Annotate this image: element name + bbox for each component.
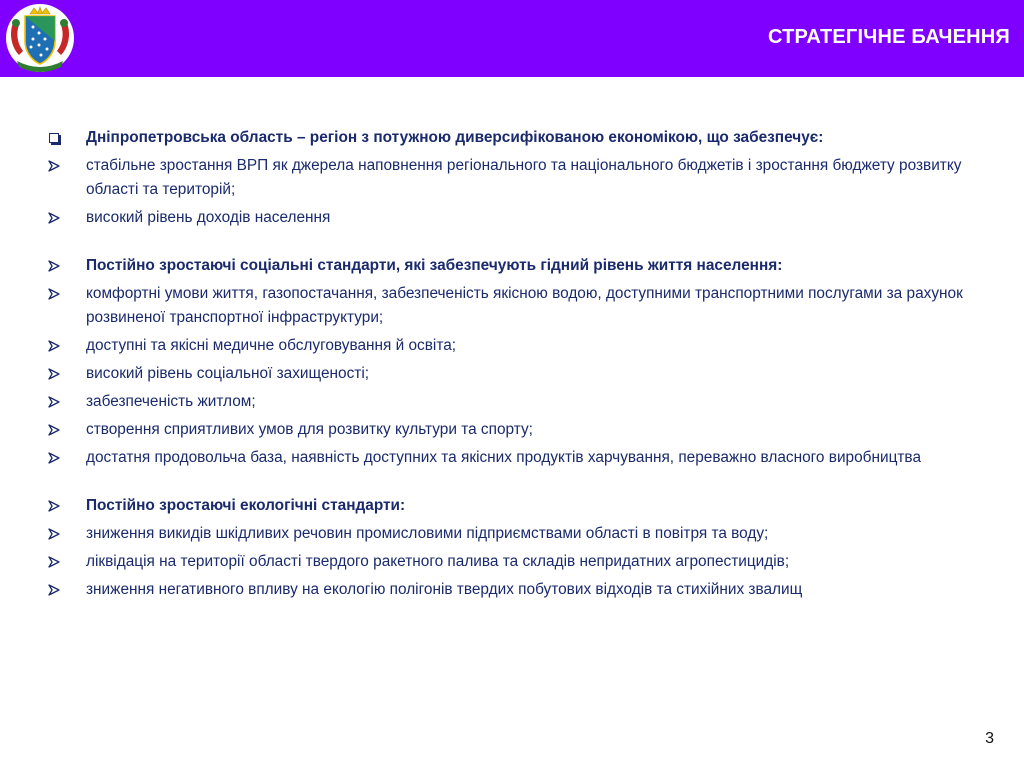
list-item bbox=[48, 418, 998, 442]
list-item-text: доступні та якісні медичне обслуговування й освіта; bbox=[86, 337, 457, 354]
list-item-text: стабільне зростання ВРП як джерела наповнення регіонального та національного бюджетів і зростання бюджету розвитку області та територій; bbox=[86, 157, 962, 198]
square-bullet-icon bbox=[48, 126, 70, 150]
arrow-bullet-icon bbox=[48, 494, 70, 518]
list-item bbox=[48, 254, 998, 278]
list-item bbox=[48, 494, 998, 518]
list-item-text: комфортні умови життя, газопостачання, забезпеченість якісною водою, доступними транспортними послугами за рахунок розвиненої транспортної інфраструктури; bbox=[86, 285, 963, 326]
list-item bbox=[48, 578, 998, 602]
list-item bbox=[48, 334, 998, 358]
arrow-bullet-icon bbox=[48, 206, 70, 230]
bullet-list bbox=[48, 126, 998, 606]
list-item-text: високий рівень соціальної захищеності; bbox=[86, 365, 370, 382]
list-item-text: створення сприятливих умов для розвитку культури та спорту; bbox=[86, 421, 533, 438]
list-item bbox=[48, 154, 998, 202]
arrow-bullet-icon bbox=[48, 334, 70, 358]
arrow-bullet-icon bbox=[48, 282, 70, 306]
slide-title: СТРАТЕГІЧНЕ БАЧЕННЯ bbox=[767, 26, 1010, 48]
list-item-text: достатня продовольча база, наявність доступних та якісних продуктів харчування, переважно власного виробництва bbox=[86, 449, 921, 466]
list-item-text: Постійно зростаючі екологічні стандарти: bbox=[86, 497, 406, 514]
arrow-bullet-icon bbox=[48, 390, 70, 414]
list-item bbox=[48, 362, 998, 386]
list-item bbox=[48, 282, 998, 330]
list-item-text: забезпеченість житлом; bbox=[86, 393, 256, 410]
list-item-text: Дніпропетровська область – регіон з потужною диверсифікованою економікою, що забезпечує: bbox=[86, 129, 824, 146]
list-item bbox=[48, 206, 998, 230]
arrow-bullet-icon bbox=[48, 522, 70, 546]
list-item-text: зниження викидів шкідливих речовин промисловими підприємствами області в повітря та воду; bbox=[86, 525, 769, 542]
header-bar bbox=[0, 0, 1024, 77]
list-item bbox=[48, 390, 998, 414]
arrow-bullet-icon bbox=[48, 578, 70, 602]
list-item-text: високий рівень доходів населення bbox=[86, 209, 331, 226]
list-item bbox=[48, 550, 998, 574]
arrow-bullet-icon bbox=[48, 254, 70, 278]
arrow-bullet-icon bbox=[48, 418, 70, 442]
list-item bbox=[48, 446, 998, 470]
list-item bbox=[48, 126, 998, 150]
list-item-text: Постійно зростаючі соціальні стандарти, які забезпечують гідний рівень життя населення: bbox=[86, 257, 783, 274]
arrow-bullet-icon bbox=[48, 446, 70, 470]
list-item-text: зниження негативного впливу на екологію полігонів твердих побутових відходів та стихійних звалищ bbox=[86, 581, 803, 598]
arrow-bullet-icon bbox=[48, 154, 70, 178]
coat-of-arms-icon bbox=[3, 3, 77, 73]
arrow-bullet-icon bbox=[48, 550, 70, 574]
arrow-bullet-icon bbox=[48, 362, 70, 386]
list-item bbox=[48, 522, 998, 546]
list-item-text: ліквідація на території області твердого ракетного палива та складів непридатних агропестицидів; bbox=[86, 553, 790, 570]
page-number: 3 bbox=[985, 730, 994, 747]
